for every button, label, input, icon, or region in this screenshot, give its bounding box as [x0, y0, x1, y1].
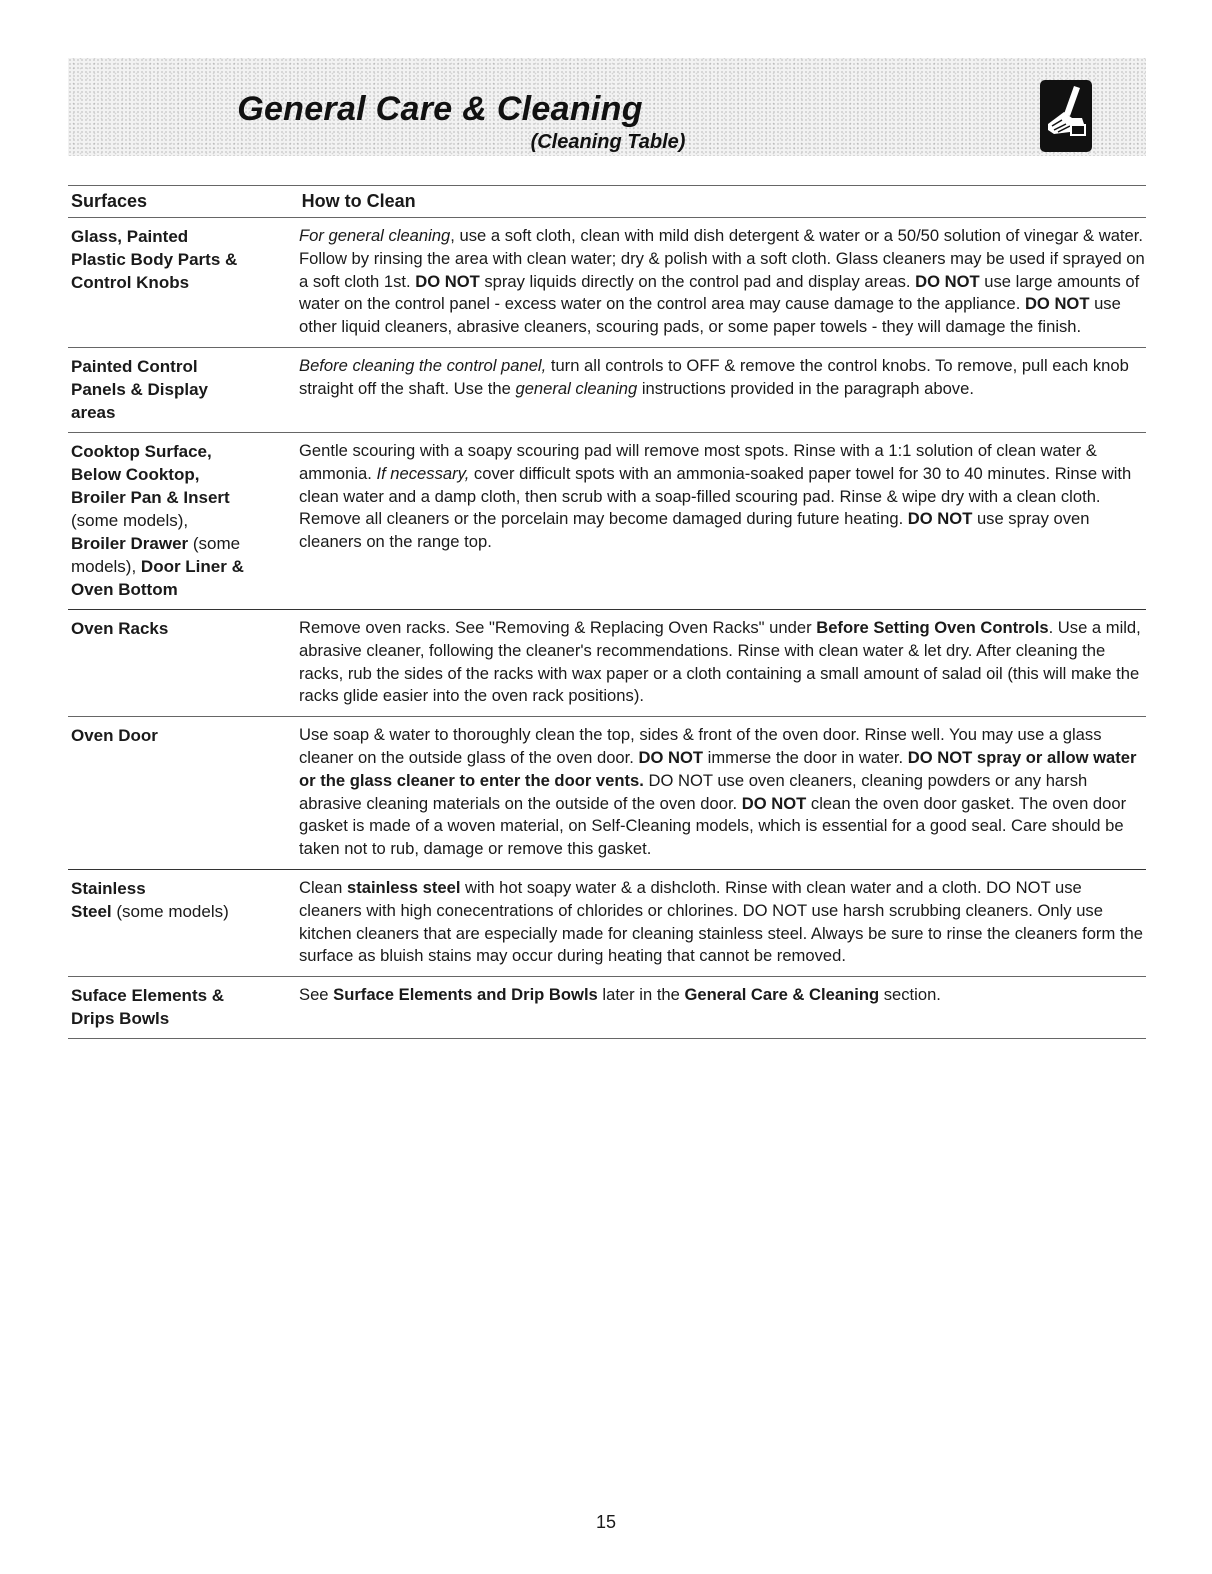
instruction-segment: Before Setting Oven Controls: [816, 617, 1049, 637]
surface-line: Oven Door: [71, 726, 158, 746]
instruction-segment: spray liquids directly on the control pad and display areas.: [479, 271, 916, 291]
surface-segment: (some: [188, 533, 241, 553]
surface-line: Plastic Body Parts &: [71, 250, 238, 269]
table-row: [68, 348, 1146, 432]
page-subtitle: (Cleaning Table): [530, 131, 686, 153]
instruction-segment: , use a soft cloth, clean with mild dish detergent & water or a 50/50 solution of vinegar & water. Follow by rinsing the area with clean water; dry & polish with a soft cloth. Glass cleaners may be used if sprayed on a soft cloth 1st.: [299, 226, 1145, 291]
instruction-segment: Use soap & water to thoroughly clean the top, sides & front of the oven door. Rinse well. You may use a glass cleaner on the outside glass of the oven door.: [299, 725, 1102, 767]
instruction-segment: DO NOT: [1024, 294, 1090, 314]
surface-segment: Broiler Pan & Insert: [71, 487, 230, 507]
surface-cell: [68, 225, 299, 339]
instruction-segment: For general cleaning: [299, 226, 451, 245]
surface-line: Painted Control: [71, 356, 198, 376]
how-to-clean-cell: [299, 355, 1145, 424]
surface-segment: Stainless: [71, 878, 146, 898]
surface-cell: [68, 355, 299, 424]
surface-line: Control Knobs: [71, 273, 190, 292]
how-to-clean-cell: [299, 440, 1145, 601]
surface-line: Suface Elements &: [71, 986, 225, 1006]
instruction-segment: use other liquid cleaners, abrasive cleaners, scouring pads, or some paper towels - they will damage the finish.: [299, 294, 1121, 337]
how-to-clean-cell: [299, 724, 1145, 861]
surface-line: Glass, Painted: [71, 227, 189, 246]
instruction-segment: Remove oven racks. See "Removing & Replacing Oven Racks" under: [299, 617, 817, 637]
instruction-segment: See: [299, 985, 334, 1005]
surface-cell: [68, 617, 299, 708]
instruction-segment: . Use a mild, abrasive cleaner, following the cleaner's recommendations. Rinse with clean water & let dry. After cleaning the racks, rub the sides of the racks with wax paper or a cloth containing a small amount of salad oil (this will make the racks glide easier into the oven rack positions).: [299, 617, 1141, 706]
instruction-segment: use spray oven cleaners on the range top.: [299, 509, 1090, 552]
surface-segment: (some models): [111, 901, 229, 921]
instruction-segment: Clean: [299, 877, 347, 897]
table-body: [68, 218, 1146, 1039]
surface-cell: [68, 440, 299, 601]
cleaning-hand-icon: [1040, 80, 1092, 152]
table-row: [68, 870, 1146, 976]
surface-line: Drips Bowls: [71, 1009, 170, 1029]
surface-line: Panels & Display: [71, 379, 209, 399]
how-to-clean-cell: [299, 617, 1145, 708]
instruction-segment: turn all controls to OFF & remove the control knobs. To remove, pull each knob straight off the shaft. Use the: [299, 355, 1129, 398]
surface-segment: Broiler Drawer: [71, 533, 189, 553]
instruction-segment: Before cleaning the control panel,: [299, 355, 547, 375]
instruction-segment: stainless steel: [346, 877, 461, 897]
surface-line: Oven Racks: [71, 618, 169, 638]
instruction-segment: DO NOT use oven cleaners, cleaning powders or any harsh abrasive cleaning materials on the outside of the oven door.: [299, 770, 1088, 813]
page-number: 15: [595, 1512, 617, 1532]
surface-segment: Door Liner &: [136, 556, 244, 576]
surface-segment: Oven Bottom: [71, 579, 178, 599]
page-title: General Care & Cleaning: [237, 90, 643, 128]
how-to-clean-cell: [299, 877, 1145, 968]
instruction-segment: later in the: [597, 985, 685, 1005]
instruction-segment: If necessary,: [376, 463, 470, 483]
instruction-segment: section.: [879, 985, 941, 1005]
instruction-segment: clean the oven door gasket. The oven door gasket is made of a woven material, on Self-Cleaning models, which is essential for a good seal. Care should be taken not to rub, damage or remove this gasket.: [299, 793, 1127, 859]
surface-cell: [68, 724, 299, 861]
row-divider: [68, 1038, 1146, 1039]
instruction-segment: immerse the door in water.: [703, 747, 908, 767]
instruction-segment: cover difficult spots with an ammonia-soaked paper towel for 30 to 40 minutes. Rinse with clean water and a damp cloth, then scrub with a soap-filled scouring pad. Rinse & wipe dry with a clean cloth. Remove all cleaners or the porcelain may become damaged during future heating.: [299, 463, 1132, 529]
instruction-segment: instructions provided in the paragraph above.: [637, 378, 974, 398]
table-row: [68, 977, 1146, 1038]
header-how-to-clean: How to Clean: [301, 191, 416, 212]
table-row: [68, 433, 1146, 609]
instruction-segment: Gentle scouring with a soapy scouring pad will remove most spots. Rinse with a 1:1 solution of clean water & ammonia.: [299, 440, 1097, 483]
instruction-segment: DO NOT: [415, 271, 480, 291]
table-row: [68, 218, 1146, 347]
surface-segment: Below Cooktop,: [71, 464, 200, 484]
surface-line: areas: [71, 402, 116, 422]
instruction-segment: use large amounts of water on the control panel - excess water on the control area may cause damage to the appliance.: [299, 271, 1140, 314]
instruction-segment: general cleaning: [515, 378, 638, 398]
cleaning-table: [68, 185, 1146, 1039]
instruction-segment: Surface Elements and Drip Bowls: [333, 985, 598, 1005]
instruction-segment: DO NOT spray or allow water or the glass cleaner to enter the door vents.: [299, 747, 1137, 790]
surface-cell: [68, 877, 299, 968]
instruction-segment: DO NOT: [741, 793, 807, 813]
instruction-segment: with hot soapy water & a dishcloth. Rinse with clean water and a cloth. DO NOT use cleaners with high conecentrations of chlorides or chlorines. DO NOT use harsh scrubbing cleaners. Only use kitchen cleaners that are especially made for cleaning stainless steel. Always be sure to rinse the cleaners form the surface as bluish stains may occur during heating that cannot be removed.: [299, 877, 1143, 966]
surface-segment: Steel: [71, 901, 112, 921]
surface-segment: (some models),: [71, 510, 189, 530]
table-header-row: [68, 186, 1146, 217]
table-row: [68, 610, 1146, 716]
surface-segment: models),: [71, 556, 137, 576]
how-to-clean-cell: [299, 984, 1145, 1030]
table-row: [68, 717, 1146, 869]
surface-segment: Cooktop Surface,: [71, 441, 212, 461]
instruction-segment: DO NOT: [907, 509, 973, 529]
instruction-segment: DO NOT: [915, 271, 980, 291]
how-to-clean-cell: [299, 225, 1145, 339]
instruction-segment: DO NOT: [638, 747, 704, 767]
surface-cell: [68, 984, 299, 1030]
header-surfaces: Surfaces: [71, 191, 148, 211]
instruction-segment: General Care & Cleaning: [684, 985, 880, 1005]
